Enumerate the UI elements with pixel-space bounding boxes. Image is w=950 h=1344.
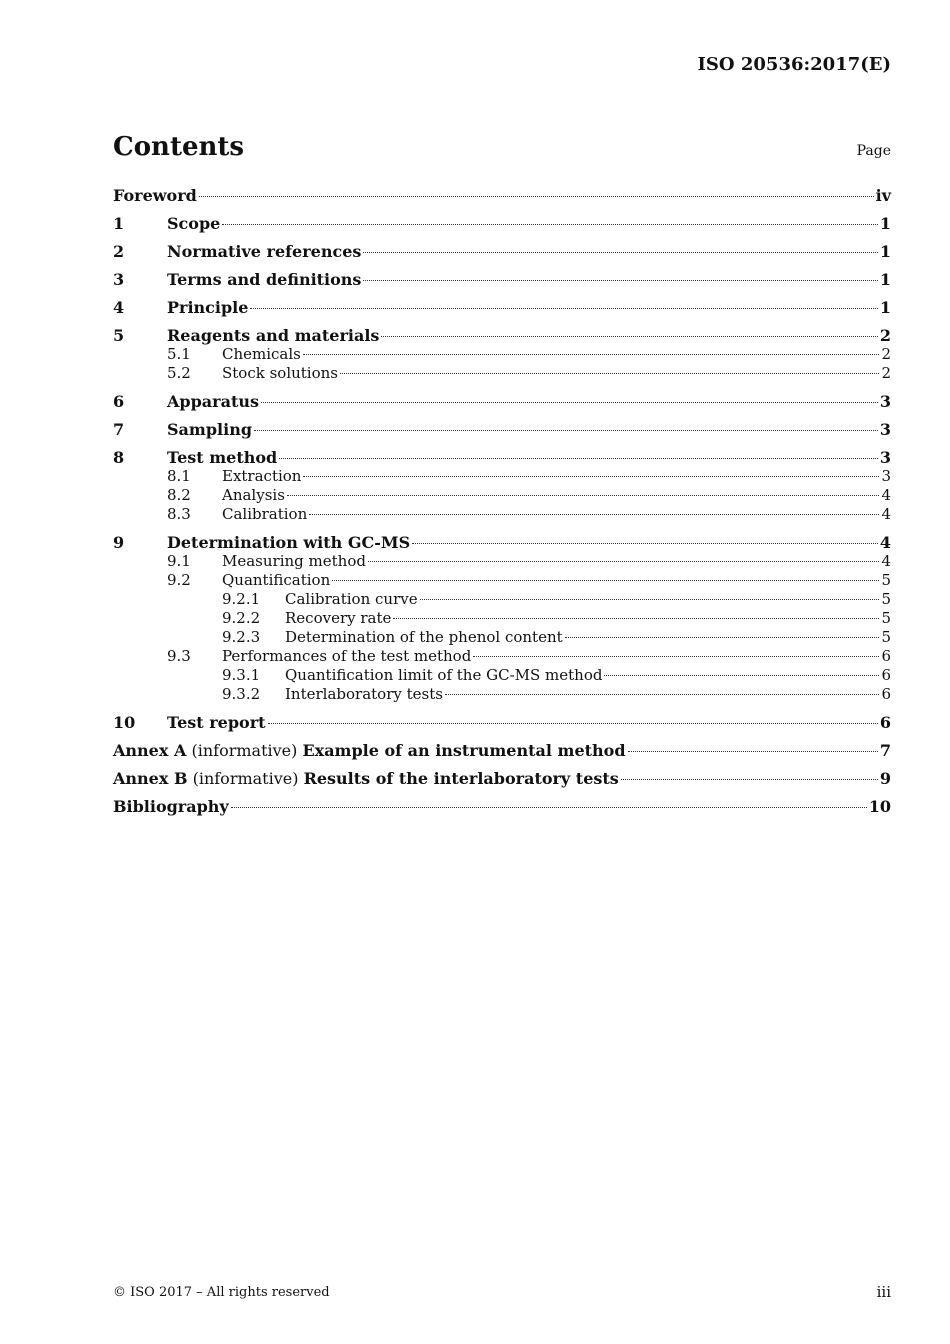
toc-number: 8.2 (167, 486, 191, 504)
dot-leader (368, 561, 879, 562)
toc-number: 4 (113, 298, 125, 317)
toc-label: Chemicals (222, 345, 301, 363)
dot-leader (309, 514, 879, 515)
toc-entry-3[interactable] (113, 270, 891, 289)
toc-page: 5 (881, 571, 891, 589)
toc-number: 10 (113, 713, 136, 732)
toc-label: Quantification (222, 571, 331, 589)
page-title: Contents (113, 132, 245, 162)
toc-number: 9 (113, 533, 125, 552)
toc-annex-label (113, 741, 626, 760)
toc-page: 2 (879, 326, 891, 345)
toc-page: 1 (879, 298, 891, 317)
toc-number: 9.3.1 (222, 666, 261, 684)
dot-leader (445, 694, 880, 695)
toc-label: Calibration curve (285, 590, 418, 608)
toc-label: Scope (167, 214, 221, 233)
toc-number: 9.3 (167, 647, 191, 665)
toc-entry-9-3-1[interactable] (113, 666, 891, 685)
toc-number: 2 (113, 242, 125, 261)
toc-number: 5 (113, 326, 125, 345)
footer-copyright: © ISO 2017 – All rights reserved (113, 1285, 330, 1300)
toc-entry-9-2-3[interactable] (113, 628, 891, 647)
dot-leader (381, 336, 877, 337)
toc-entry-foreword[interactable] (113, 186, 891, 205)
toc-entry-annex-a[interactable] (113, 741, 891, 760)
toc-page: 4 (879, 533, 891, 552)
dot-leader (222, 224, 878, 225)
dot-leader (473, 656, 879, 657)
toc-entry-7[interactable] (113, 420, 891, 439)
toc-page: 7 (879, 741, 891, 760)
toc-label: Bibliography (113, 797, 229, 816)
toc-page: iv (875, 186, 891, 205)
annex-title: Example of an instrumental method (302, 741, 626, 760)
toc-label: Reagents and materials (167, 326, 380, 345)
annex-type: (informative) (192, 769, 299, 788)
toc-page: 5 (881, 628, 891, 646)
toc-entry-1[interactable] (113, 214, 891, 233)
dot-leader (268, 723, 878, 724)
toc-page: 3 (879, 392, 891, 411)
toc-entry-2[interactable] (113, 242, 891, 261)
toc-page: 2 (881, 364, 891, 382)
toc-page: 4 (881, 552, 891, 570)
dot-leader (420, 599, 880, 600)
toc-page: 6 (881, 685, 891, 703)
toc-page: 1 (879, 242, 891, 261)
toc-number: 5.2 (167, 364, 191, 382)
toc-entry-bibliography[interactable] (113, 797, 891, 816)
dot-leader (279, 458, 878, 459)
annex-prefix: Annex A (113, 741, 187, 760)
toc-entry-8-3[interactable] (113, 505, 891, 524)
toc-page: 9 (879, 769, 891, 788)
toc-page: 10 (868, 797, 891, 816)
dot-leader (199, 196, 874, 197)
toc-page: 5 (881, 590, 891, 608)
toc-entry-annex-b[interactable] (113, 769, 891, 788)
toc-label: Sampling (167, 420, 253, 439)
dot-leader (250, 308, 877, 309)
annex-type: (informative) (191, 741, 298, 760)
toc-number: 7 (113, 420, 125, 439)
toc-label: Normative references (167, 242, 362, 261)
toc-label: Quantification limit of the GC-MS method (285, 666, 603, 684)
toc-page: 4 (881, 486, 891, 504)
toc-page: 6 (881, 666, 891, 684)
toc-annex-label (113, 769, 619, 788)
dot-leader (231, 807, 867, 808)
toc-label: Calibration (222, 505, 308, 523)
toc-label: Performances of the test method (222, 647, 472, 665)
toc-number: 5.1 (167, 345, 191, 363)
footer-page-number: iii (876, 1283, 891, 1301)
dot-leader (340, 373, 879, 374)
dot-leader (363, 280, 877, 281)
toc-number: 9.2.1 (222, 590, 261, 608)
toc-label: Recovery rate (285, 609, 392, 627)
toc-label: Determination with GC-MS (167, 533, 411, 552)
toc-page: 1 (879, 214, 891, 233)
dot-leader (261, 402, 878, 403)
dot-leader (604, 675, 879, 676)
toc-entry-9-3[interactable] (113, 647, 891, 666)
toc-label: Foreword (113, 186, 197, 205)
dot-leader (287, 495, 880, 496)
toc-entry-5[interactable] (113, 326, 891, 345)
toc-label: Stock solutions (222, 364, 338, 382)
toc-number: 9.2.3 (222, 628, 261, 646)
toc-label: Test method (167, 448, 278, 467)
page-column-label: Page (856, 143, 891, 159)
toc-entry-8-1[interactable] (113, 467, 891, 486)
dot-leader (621, 779, 878, 780)
toc-page: 6 (879, 713, 891, 732)
toc-number: 1 (113, 214, 125, 233)
toc-page: 3 (881, 467, 891, 485)
dot-leader (303, 476, 879, 477)
toc-page: 3 (879, 420, 891, 439)
toc-number: 8.1 (167, 467, 191, 485)
toc-page: 1 (879, 270, 891, 289)
toc-label: Extraction (222, 467, 302, 485)
toc-entry-9-2[interactable] (113, 571, 891, 590)
toc-entry-5-1[interactable] (113, 345, 891, 364)
annex-prefix: Annex B (113, 769, 188, 788)
dot-leader (412, 543, 878, 544)
toc-page: 3 (879, 448, 891, 467)
toc-label: Determination of the phenol content (285, 628, 563, 646)
dot-leader (303, 354, 880, 355)
dot-leader (363, 252, 877, 253)
toc-entry-6[interactable] (113, 392, 891, 411)
toc-entry-9-2-2[interactable] (113, 609, 891, 628)
toc-page: 5 (881, 609, 891, 627)
dot-leader (332, 580, 879, 581)
toc-number: 9.3.2 (222, 685, 261, 703)
toc-entry-5-2[interactable] (113, 364, 891, 383)
toc-entry-9-2-1[interactable] (113, 590, 891, 609)
toc-label: Apparatus (167, 392, 259, 411)
toc-number: 9.2 (167, 571, 191, 589)
toc-label: Test report (167, 713, 266, 732)
toc-page: 2 (881, 345, 891, 363)
dot-leader (628, 751, 878, 752)
toc-label: Interlaboratory tests (285, 685, 443, 703)
toc-page: 4 (881, 505, 891, 523)
toc-number: 6 (113, 392, 125, 411)
dot-leader (565, 637, 880, 638)
toc-label: Terms and definitions (167, 270, 362, 289)
document-code: ISO 20536:2017(E) (697, 54, 891, 75)
toc-entry-9-3-2[interactable] (113, 685, 891, 704)
toc-label: Analysis (222, 486, 285, 504)
toc-number: 9.1 (167, 552, 191, 570)
toc-number: 8.3 (167, 505, 191, 523)
toc-number: 9.2.2 (222, 609, 261, 627)
annex-title: Results of the interlaboratory tests (303, 769, 619, 788)
toc-entry-9-1[interactable] (113, 552, 891, 571)
toc-label: Principle (167, 298, 249, 317)
toc-number: 8 (113, 448, 125, 467)
toc-entry-8[interactable] (113, 448, 891, 467)
toc-entry-8-2[interactable] (113, 486, 891, 505)
dot-leader (254, 430, 878, 431)
toc-page: 6 (881, 647, 891, 665)
table-of-contents (113, 186, 891, 816)
dot-leader (393, 618, 879, 619)
toc-label: Measuring method (222, 552, 366, 570)
toc-number: 3 (113, 270, 125, 289)
toc-entry-9[interactable] (113, 533, 891, 552)
toc-entry-4[interactable] (113, 298, 891, 317)
toc-entry-10[interactable] (113, 713, 891, 732)
